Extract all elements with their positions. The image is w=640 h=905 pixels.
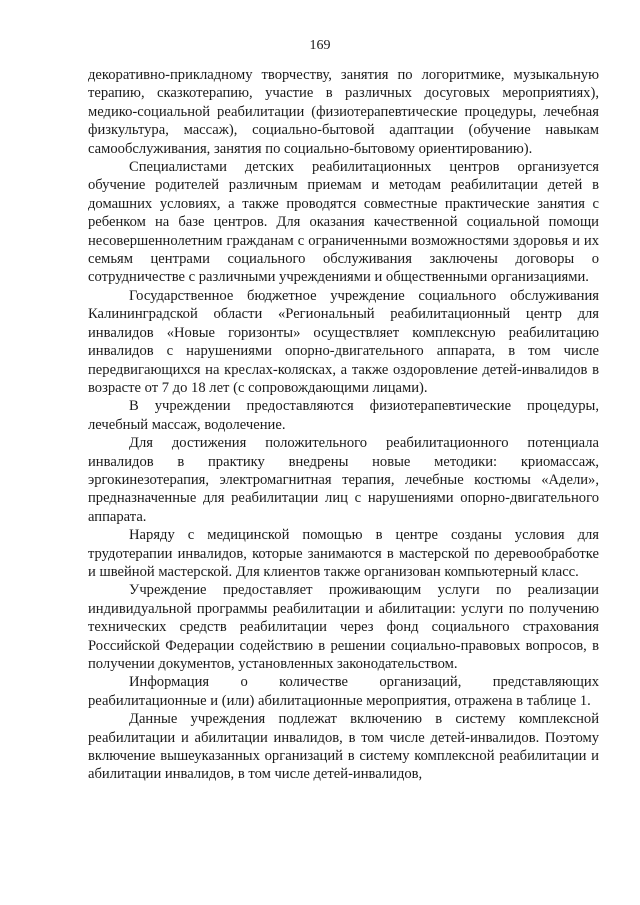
paragraph-labor-therapy: Наряду с медицинской помощью в центре созданы условия для трудотерапии инвалидов, которые занимаются в мастерской по деревообработке и швейной мастерской. Для клиентов также организован компьютерный класс. bbox=[88, 527, 599, 580]
paragraph-procedures: В учреждении предоставляются физиотерапевтические процедуры, лечебный массаж, водолечение. bbox=[88, 398, 599, 433]
paragraph-services: Учреждение предоставляет проживающим услуги по реализации индивидуальной программы реабилитации и абилитации: услуги по получению технических средств реабилитации через фонд социального страхования Российской Федерации содействию в решении социально-правовых вопросов, в получении документов, установленных законодательством. bbox=[88, 582, 599, 672]
paragraph-parent-training: Специалистами детских реабилитационных центров организуется обучение родителей различным приемам и методам реабилитации детей в домашних условиях, а также проводятся совместные практические занятия с ребенком на базе центров. Для оказания качественной социальной помощи несовершеннолетним гражданам с ограниченными возможностями здоровья и их семьям центрами социального обслуживания заключены договоры о сотрудничестве с различными учреждениями и общественными организациями. bbox=[88, 159, 599, 286]
paragraph-new-methods: Для достижения положительного реабилитационного потенциала инвалидов в практику внедрены новые методики: криомассаж, эргокинезотерапия, электромагнитная терапия, лечебные костюмы «Адели», предназначенные для реабилитации лиц с нарушениями опорно-двигательного аппарата. bbox=[88, 435, 599, 525]
paragraph-rehab-center: Государственное бюджетное учреждение социального обслуживания Калининградской области «Региональный реабилитационный центр для инвалидов «Новые горизонты» осуществляет комплексную реабилитацию инвалидов с нарушениями опорно-двигательного аппарата, в том числе передвигающихся на креслах-колясках, а также оздоровление детей-инвалидов в возрасте от 7 до 18 лет (с сопровождающими лицами). bbox=[88, 287, 599, 396]
paragraph-continuation: декоративно-прикладному творчеству, занятия по логоритмике, музыкальную терапию, сказкотерапию, участие в различных досуговых мероприятиях), медико-социальной реабилитации (физиотерапевтические процедуры, лечебная физкультура, массаж), социально-бытовой адаптации (обучение навыкам самообслуживания, занятия по социально-бытовому ориентированию). bbox=[88, 67, 599, 157]
paragraph-table-reference: Информация о количестве организаций, представляющих реабилитационные и (или) абилитационные мероприятия, отражена в таблице 1. bbox=[88, 674, 599, 709]
paragraph-inclusion: Данные учреждения подлежат включению в систему комплексной реабилитации и абилитации инвалидов, в том числе детей-инвалидов. Поэтому включение вышеуказанных организаций в систему комплексной реабилитации и абилитации инвалидов, в том числе детей-инвалидов, bbox=[88, 711, 599, 783]
page-number: 169 bbox=[309, 38, 331, 53]
document-body bbox=[88, 66, 599, 784]
